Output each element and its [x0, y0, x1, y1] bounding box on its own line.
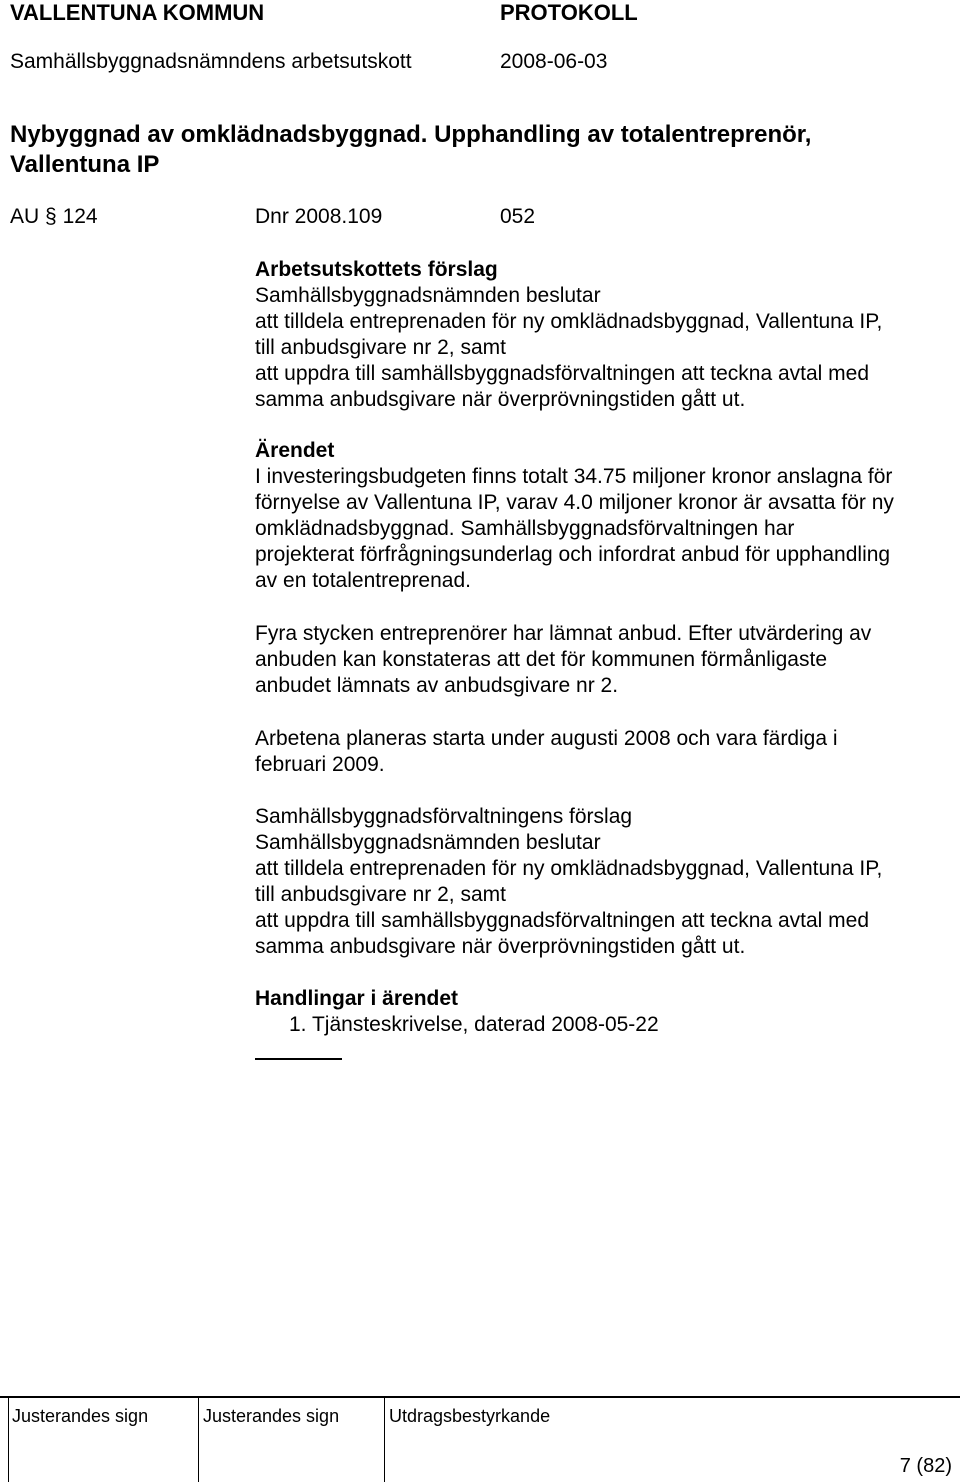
- footer-divider: [198, 1398, 199, 1482]
- arendet-line: anbudet lämnats av anbudsgivare nr 2.: [255, 674, 619, 697]
- footer-rule: [0, 1396, 960, 1398]
- footer-sign-1: Justerandes sign: [12, 1406, 149, 1426]
- footer-divider: [384, 1398, 385, 1482]
- section-symbol: §: [45, 205, 57, 228]
- proposal-au-line: samma anbudsgivare när överprövningstiden gått ut.: [255, 388, 746, 411]
- reference-code: 052: [500, 205, 536, 228]
- footer-divider: [8, 1398, 9, 1482]
- proposal-au-heading: Arbetsutskottets förslag: [255, 258, 498, 281]
- section-end-rule: [255, 1058, 342, 1060]
- proposal-au-line: till anbudsgivare nr 2, samt: [255, 336, 506, 359]
- arendet-heading: Ärendet: [255, 439, 335, 462]
- proposal-au-section: [255, 257, 955, 413]
- proposal-sbf-line: att uppdra till samhällsbyggnadsförvaltningen att teckna avtal med: [255, 909, 870, 932]
- arendet-paragraph-3: [255, 726, 955, 778]
- documents-heading: Handlingar i ärendet: [255, 987, 459, 1010]
- committee-name: Samhällsbyggnadsnämndens arbetsutskott: [10, 50, 412, 73]
- arendet-line: projekterat förfrågningsunderlag och infordrat anbud för upphandling: [255, 543, 891, 566]
- org-name: VALLENTUNA KOMMUN: [10, 0, 265, 25]
- proposal-au-line: att tilldela entreprenaden för ny omklädnadsbyggnad, Vallentuna IP,: [255, 310, 883, 333]
- arendet-line: omklädnadsbyggnad. Samhällsbyggnadsförvaltningen har: [255, 517, 795, 540]
- page-number: 7 (82): [899, 1455, 952, 1477]
- footer-sign-2: Justerandes sign: [203, 1406, 340, 1426]
- au-number: 124: [62, 205, 98, 228]
- reference-dnr: Dnr 2008.109: [255, 205, 383, 228]
- arendet-line: I investeringsbudgeten finns totalt 34.75 miljoner kronor anslagna för: [255, 465, 893, 488]
- footer-extract-certified: Utdragsbestyrkande: [389, 1406, 551, 1426]
- title-line-2: Vallentuna IP: [10, 151, 160, 178]
- reference-au: [10, 204, 98, 230]
- document-type: PROTOKOLL: [500, 0, 638, 25]
- arendet-line: förnyelse av Vallentuna IP, varav 4.0 miljoner kronor är avsatta för ny: [255, 491, 894, 514]
- arendet-line: Arbetena planeras starta under augusti 2008 och vara färdiga i: [255, 727, 838, 750]
- arendet-line: Fyra stycken entreprenörer har lämnat anbud. Efter utvärdering av: [255, 622, 872, 645]
- proposal-au-line: att uppdra till samhällsbyggnadsförvaltningen att teckna avtal med: [255, 362, 870, 385]
- arendet-paragraph-2: [255, 621, 955, 699]
- proposal-sbf-line: samma anbudsgivare när överprövningstiden gått ut.: [255, 935, 746, 958]
- arendet-section: [255, 438, 955, 594]
- proposal-sbf-heading: Samhällsbyggnadsförvaltningens förslag: [255, 805, 633, 828]
- arendet-line: av en totalentreprenad.: [255, 569, 471, 592]
- title-line-1: Nybyggnad av omklädnadsbyggnad. Upphandling av totalentreprenör,: [10, 121, 812, 148]
- proposal-au-line: Samhällsbyggnadsnämnden beslutar: [255, 284, 601, 307]
- documents-section: [255, 986, 955, 1038]
- proposal-sbf-section: [255, 804, 955, 960]
- arendet-line: anbuden kan konstateras att det för kommunen förmånligaste: [255, 648, 828, 671]
- proposal-sbf-line: att tilldela entreprenaden för ny omklädnadsbyggnad, Vallentuna IP,: [255, 857, 883, 880]
- au-label: AU: [10, 205, 40, 228]
- documents-item: 1. Tjänsteskrivelse, daterad 2008-05-22: [289, 1013, 659, 1036]
- proposal-sbf-line: Samhällsbyggnadsnämnden beslutar: [255, 831, 601, 854]
- arendet-line: februari 2009.: [255, 753, 385, 776]
- proposal-sbf-line: till anbudsgivare nr 2, samt: [255, 883, 506, 906]
- document-title: [10, 120, 811, 180]
- meeting-date: 2008-06-03: [500, 50, 608, 73]
